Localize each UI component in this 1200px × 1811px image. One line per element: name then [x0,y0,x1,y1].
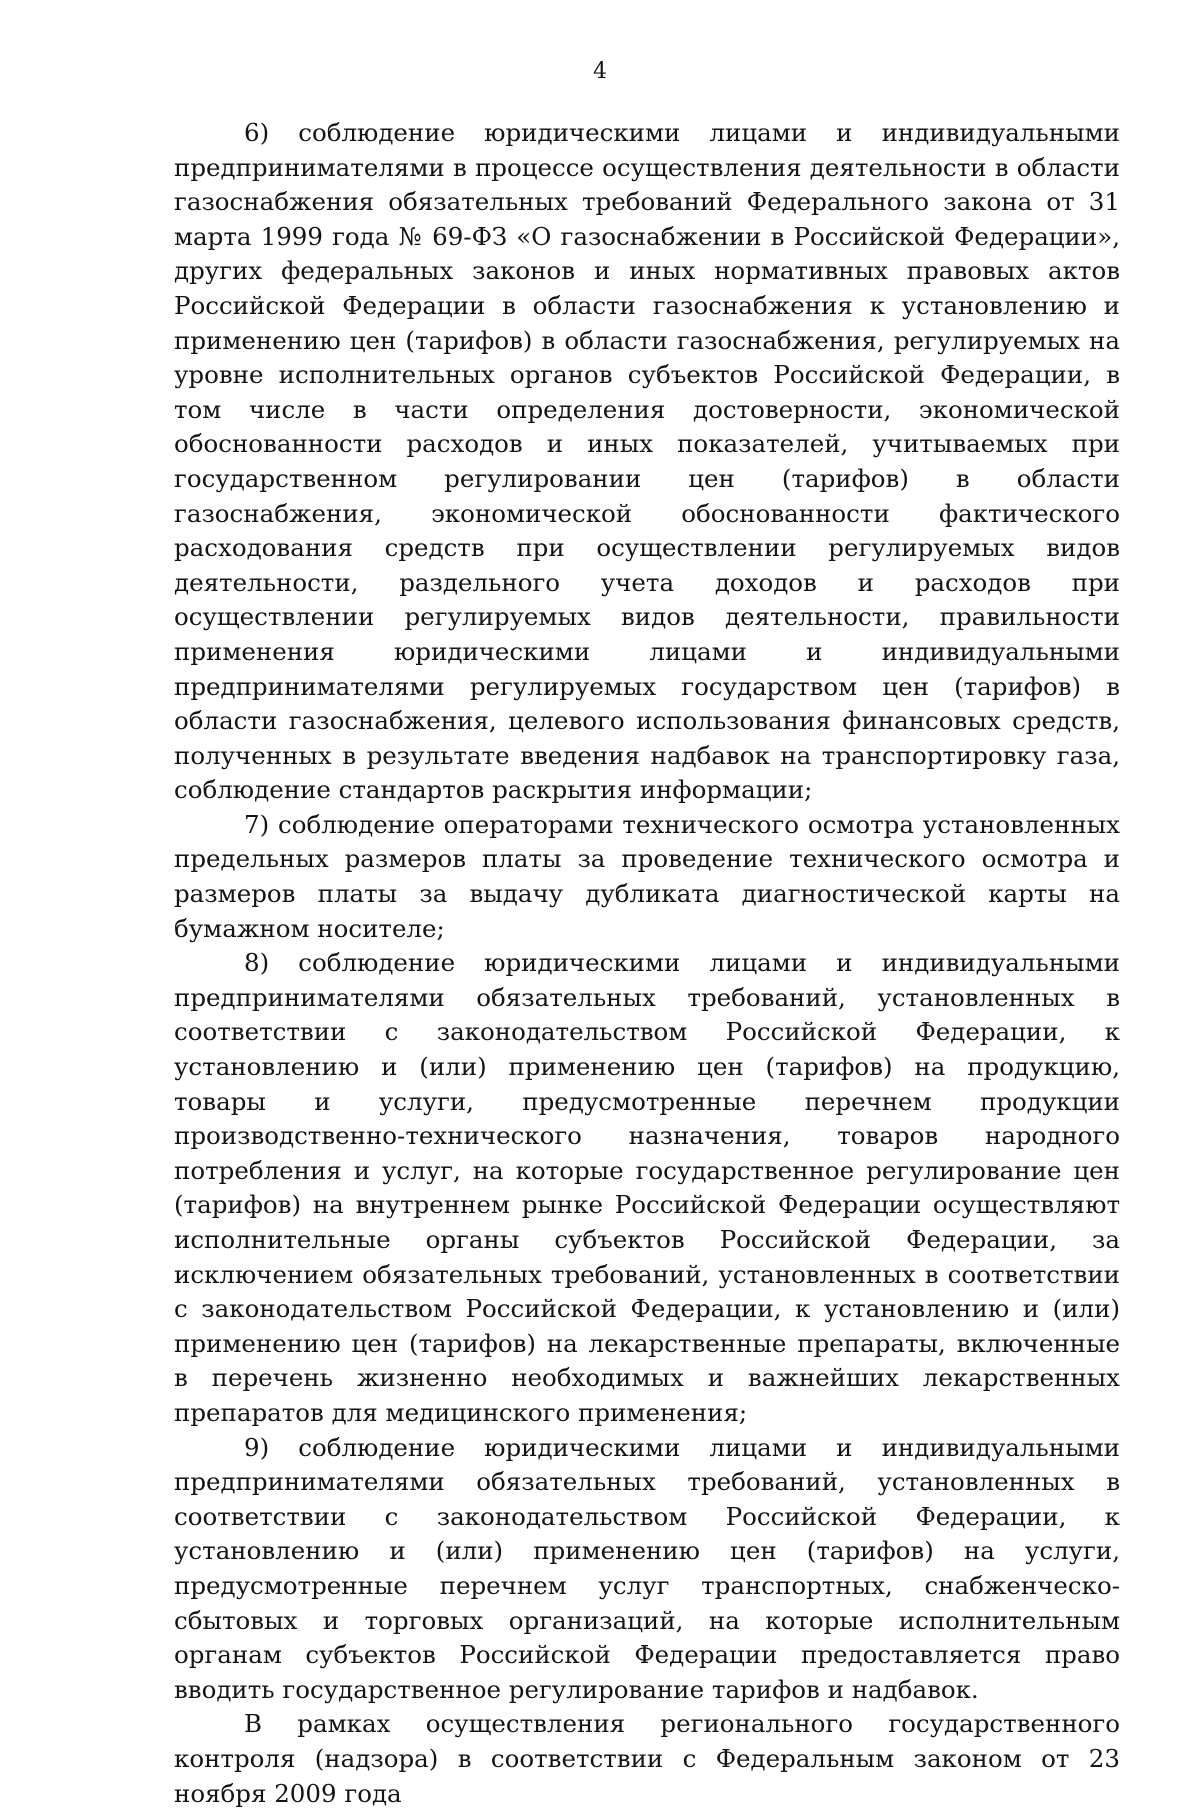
paragraph-item-7: 7) соблюдение операторами технического осмотра установленных предельных размеров платы за проведение технического осмотра и размеров платы за выдачу дубликата диагностической карты на бумажном носителе; [174,809,1120,943]
paragraph-item-6: 6) соблюдение юридическими лицами и индивидуальными предпринимателями в процессе осуществления деятельности в области газоснабжения обязательных требований Федерального закона от 31 марта 1999 года № 69-ФЗ «О газоснабжении в Российской Федерации», других федеральных законов и иных нормативных правовых актов Российской Федерации в области газоснабжения к установлению и применению цен (тарифов) в области газоснабжения, регулируемых на уровне исполнительных органов субъектов Российской Федерации, в том числе в части определения достоверности, экономической обоснованности расходов и иных показателей, учитываемых при государственном регулировании цен (тарифов) в области газоснабжения, экономической обоснованности фактического расходования средств при осуществлении регулируемых видов деятельности, раздельного учета доходов и расходов при осуществлении регулируемых видов деятельности, правильности применения юридическими лицами и индивидуальными предпринимателями регулируемых государством цен (тарифов) в области газоснабжения, целевого использования финансовых средств, полученных в результате введения надбавок на транспортировку газа, соблюдение стандартов раскрытия информации; [174,118,1120,805]
page-number: 4 [593,59,607,84]
paragraph-item-9: 9) соблюдение юридическими лицами и индивидуальными предпринимателями обязательных требований, установленных в соответствии с законодательством Российской Федерации, к установлению и (или) применению цен (тарифов) на услуги, предусмотренные перечнем услуг транспортных, снабженческо-сбытовых и торговых организаций, на которые исполнительным органам субъектов Российской Федерации предоставляется право вводить государственное регулирование тарифов и надбавок. [174,1432,1120,1704]
paragraph-item-8: 8) соблюдение юридическими лицами и индивидуальными предпринимателями обязательных требований, установленных в соответствии с законодательством Российской Федерации, к установлению и (или) применению цен (тарифов) на продукцию, товары и услуги, предусмотренные перечнем продукции производственно-технического назначения, товаров народного потребления и услуг, на которые государственное регулирование цен (тарифов) на внутреннем рынке Российской Федерации осуществляют исполнительные органы субъектов Российской Федерации, за исключением обязательных требований, установленных в соответствии с законодательством Российской Федерации, к установлению и (или) применению цен (тарифов) на лекарственные препараты, включенные в перечень жизненно необходимых и важнейших лекарственных препаратов для медицинского применения; [174,948,1120,1427]
document-body [174,116,1120,1811]
paragraph-control-scope: В рамках осуществления регионального государственного контроля (надзора) в соответствии с Федеральным законом от 23 ноября 2009 года [174,1709,1120,1808]
